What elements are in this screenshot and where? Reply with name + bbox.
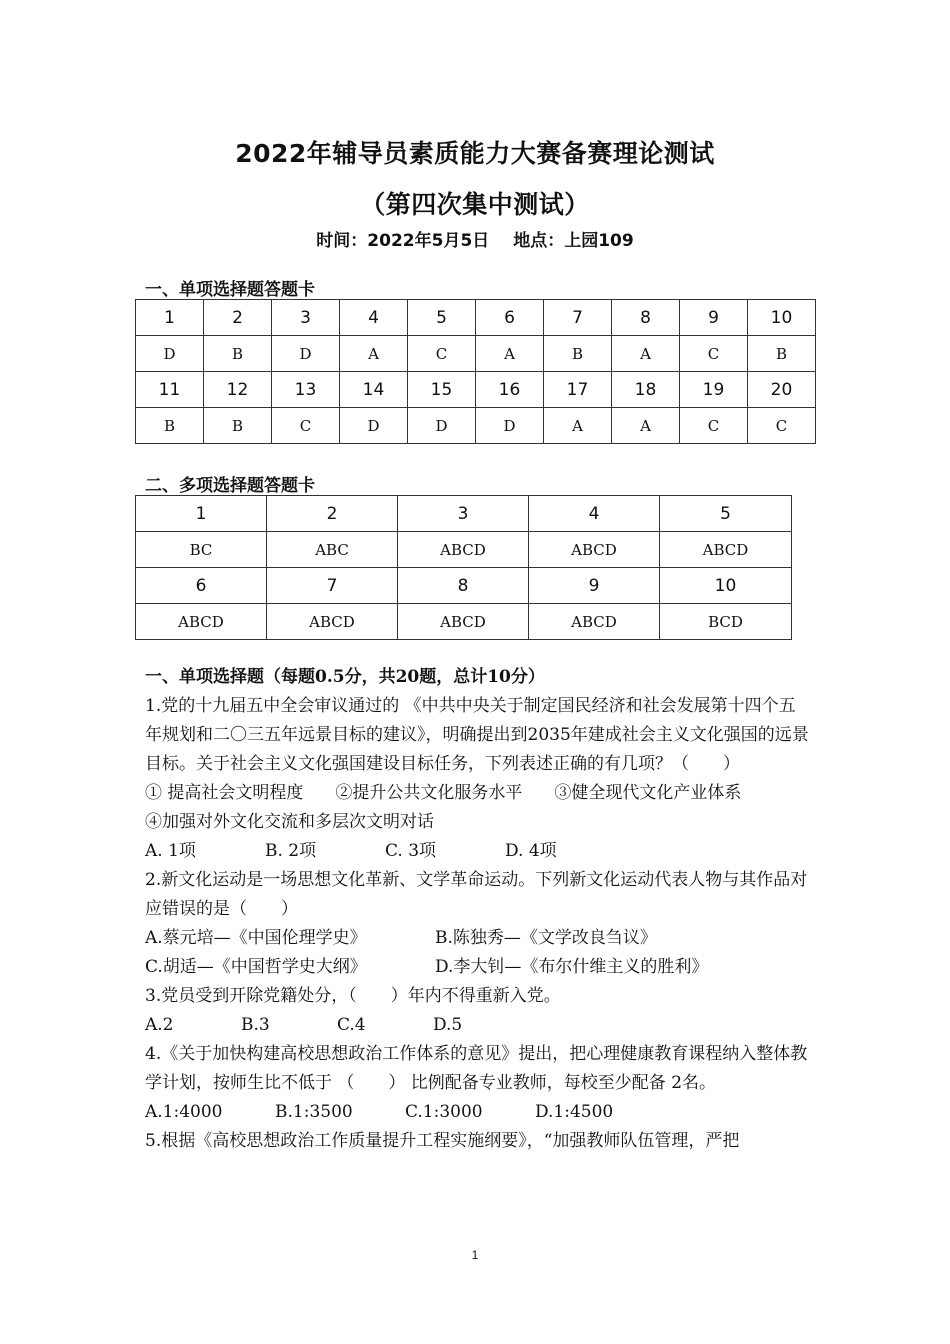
page-subtitle: （第四次集中测试） (360, 190, 590, 219)
page-number: 1 (471, 1248, 479, 1262)
answer-cell: B (748, 336, 816, 372)
question-5-stem: 5.根据《高校思想政治工作质量提升工程实施纲要》，“加强教师队伍管理，严把 (145, 1131, 740, 1151)
question-1-options (145, 837, 810, 866)
option: A.2 (145, 1015, 174, 1035)
answer-cell: C (272, 408, 340, 444)
answer-cell: D (408, 408, 476, 444)
question-number-cell: 13 (272, 372, 340, 408)
answer-cell: ABC (267, 532, 398, 568)
question-number-cell: 9 (680, 300, 748, 336)
question-number-cell: 2 (267, 496, 398, 532)
option: B.1:3500 (275, 1102, 353, 1122)
answer-cell: D (340, 408, 408, 444)
answer-cell: A (612, 336, 680, 372)
question-number-cell: 1 (136, 496, 267, 532)
question-number-cell: 1 (136, 300, 204, 336)
answer-row (136, 408, 816, 444)
questions-body (145, 663, 810, 1156)
answer-cell: A (476, 336, 544, 372)
option: B.3 (241, 1015, 270, 1035)
option: C.4 (337, 1015, 366, 1035)
question-number-cell: 5 (660, 496, 792, 532)
answer-cell: ABCD (398, 532, 529, 568)
exam-meta (0, 226, 950, 251)
option: B.陈独秀—《文学改良刍议》 (435, 928, 657, 948)
answer-cell: B (544, 336, 612, 372)
single-card-heading: 一、单项选择题答题卡 (145, 280, 315, 300)
question-number-cell: 6 (476, 300, 544, 336)
question-number-cell: 17 (544, 372, 612, 408)
question-2-options-row1 (145, 924, 810, 953)
question-number-cell: 15 (408, 372, 476, 408)
question-number-cell: 14 (340, 372, 408, 408)
answer-cell: A (612, 408, 680, 444)
question-number-cell: 11 (136, 372, 204, 408)
question-3-stem: 3.党员受到开除党籍处分，（ ）年内不得重新入党。 (145, 986, 561, 1006)
question-1-stem: 1.党的十九届五中全会审议通过的 《中共中央关于制定国民经济和社会发展第十四个五年规划和二〇三五年远景目标的建议》，明确提出到2035年建成社会主义文化强国的远景目标。关于社会主义文化强国建设目标任务，下列表述正确的有几项？（ ） (145, 696, 809, 774)
question-number-cell: 3 (398, 496, 529, 532)
answer-cell: D (476, 408, 544, 444)
question-number-cell: 18 (612, 372, 680, 408)
question-number-cell: 10 (660, 568, 792, 604)
answer-row (136, 336, 816, 372)
question-number-row (136, 372, 816, 408)
question-number-cell: 9 (529, 568, 660, 604)
answer-cell: A (340, 336, 408, 372)
option: D. 4项 (505, 841, 557, 861)
answer-cell: B (204, 336, 272, 372)
question-number-cell: 8 (398, 568, 529, 604)
option: A.蔡元培—《中国伦理学史》 (145, 928, 367, 948)
question-number-cell: 4 (340, 300, 408, 336)
option: C.胡适—《中国哲学史大纲》 (145, 957, 367, 977)
section-heading: 一、单项选择题（每题0.5分，共20题，总计10分） (145, 667, 545, 687)
question-number-cell: 2 (204, 300, 272, 336)
question-1-item: ④加强对外文化交流和多层次文明对话 (145, 812, 434, 832)
question-4-options (145, 1098, 810, 1127)
answer-cell: ABCD (660, 532, 792, 568)
question-number-cell: 5 (408, 300, 476, 336)
answer-cell: ABCD (136, 604, 267, 640)
answer-cell: C (408, 336, 476, 372)
question-number-cell: 3 (272, 300, 340, 336)
multi-card-heading: 二、多项选择题答题卡 (145, 476, 315, 496)
exam-time: 时间：2022年5月5日 (316, 231, 490, 251)
question-4-stem: 4.《关于加快构建高校思想政治工作体系的意见》提出，把心理健康教育课程纳入整体教学计划，按师生比不低于 （ ） 比例配备专业教师，每校至少配备 2名。 (145, 1044, 808, 1093)
question-2-stem: 2.新文化运动是一场思想文化革新、文学革命运动。下列新文化运动代表人物与其作品对应错误的是（ ） (145, 870, 808, 919)
option: C. 3项 (385, 841, 437, 861)
answer-cell: ABCD (529, 532, 660, 568)
question-number-cell: 7 (267, 568, 398, 604)
single-answer-card (135, 299, 816, 444)
option: D.5 (433, 1015, 463, 1035)
question-1-items (145, 779, 810, 808)
question-number-row (136, 300, 816, 336)
question-number-cell: 20 (748, 372, 816, 408)
answer-cell: ABCD (398, 604, 529, 640)
option: A.1:4000 (145, 1102, 223, 1122)
answer-cell: B (136, 408, 204, 444)
question-1-item: ③健全现代文化产业体系 (554, 783, 742, 803)
question-2-options-row2 (145, 953, 810, 982)
question-1-item: ②提升公共文化服务水平 (335, 783, 523, 803)
question-number-cell: 7 (544, 300, 612, 336)
question-number-cell: 16 (476, 372, 544, 408)
question-number-cell: 10 (748, 300, 816, 336)
page-title: 2022年辅导员素质能力大赛备赛理论测试 (235, 139, 715, 168)
answer-cell: BC (136, 532, 267, 568)
question-number-cell: 6 (136, 568, 267, 604)
option: C.1:3000 (405, 1102, 483, 1122)
answer-cell: C (680, 336, 748, 372)
question-1-item: ① 提高社会文明程度 (145, 783, 304, 803)
answer-cell: A (544, 408, 612, 444)
option: D.李大钊—《布尔什维主义的胜利》 (435, 957, 709, 977)
answer-cell: BCD (660, 604, 792, 640)
option: A. 1项 (145, 841, 196, 861)
option: D.1:4500 (535, 1102, 614, 1122)
question-3-options (145, 1011, 810, 1040)
question-number-row (136, 496, 792, 532)
question-number-row (136, 568, 792, 604)
answer-cell: B (204, 408, 272, 444)
answer-cell: D (136, 336, 204, 372)
question-number-cell: 8 (612, 300, 680, 336)
question-number-cell: 19 (680, 372, 748, 408)
answer-row (136, 604, 792, 640)
answer-cell: ABCD (529, 604, 660, 640)
answer-row (136, 532, 792, 568)
answer-cell: D (272, 336, 340, 372)
answer-cell: ABCD (267, 604, 398, 640)
option: B. 2项 (265, 841, 317, 861)
exam-place: 地点：上园109 (513, 231, 634, 251)
question-number-cell: 12 (204, 372, 272, 408)
answer-cell: C (748, 408, 816, 444)
question-number-cell: 4 (529, 496, 660, 532)
multi-answer-card (135, 495, 792, 640)
answer-cell: C (680, 408, 748, 444)
